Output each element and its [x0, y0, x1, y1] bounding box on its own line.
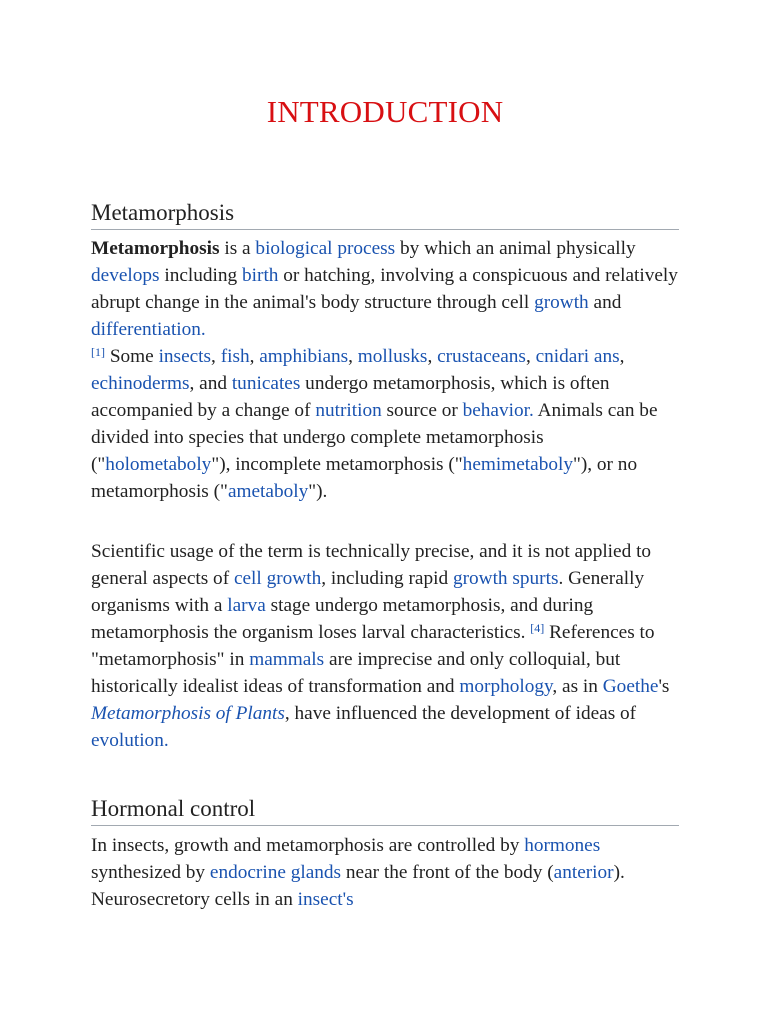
- text: ").: [308, 481, 328, 502]
- text: . Generally organisms with a: [91, 568, 645, 616]
- text: by which an animal physically: [395, 238, 636, 259]
- link-nutrition[interactable]: nutrition: [315, 400, 382, 421]
- citation-ref-4[interactable]: [4]: [530, 621, 545, 635]
- text: source or: [381, 400, 463, 421]
- link-biological-process[interactable]: biological process: [255, 238, 396, 259]
- link-behavior[interactable]: behavior.: [462, 400, 534, 421]
- text: ,: [619, 346, 625, 367]
- text: stage undergo metamorphosis, and during metamorphosis the organism loses larval characteristics.: [91, 595, 594, 643]
- link-evolution[interactable]: evolution.: [91, 730, 169, 751]
- link-cell-growth[interactable]: cell growth: [233, 568, 322, 589]
- text: is a: [219, 238, 256, 259]
- link-echinoderms[interactable]: echinoderms: [91, 373, 190, 394]
- link-insects[interactable]: insects: [158, 346, 212, 367]
- page-title: INTRODUCTION: [266, 94, 504, 129]
- text: , as in: [552, 676, 603, 697]
- link-larva[interactable]: larva: [227, 595, 266, 616]
- section-heading-hormonal-control: Hormonal control: [91, 795, 679, 826]
- link-holometaboly[interactable]: holometaboly: [105, 454, 212, 475]
- text: synthesized by: [91, 862, 210, 883]
- link-goethe[interactable]: Goethe: [602, 676, 659, 697]
- link-differentiation[interactable]: differentiation.: [91, 319, 206, 340]
- link-growth-spurts[interactable]: growth spurts: [452, 568, 559, 589]
- text: or hatching, involving a conspicuous and relatively abrupt change in the animal's body structure through cell: [91, 265, 678, 313]
- link-hemimetaboly[interactable]: hemimetaboly: [462, 454, 573, 475]
- paragraph-metamorphosis-definition: [91, 235, 679, 505]
- text: "), or no metamorphosis (": [91, 454, 638, 502]
- link-mammals[interactable]: mammals: [249, 649, 325, 670]
- text: In insects, growth and metamorphosis are controlled by: [91, 835, 525, 856]
- text: References to "metamorphosis" in: [91, 622, 655, 670]
- text: 's: [658, 676, 670, 697]
- link-develops[interactable]: develops: [91, 265, 160, 286]
- text: near the front of the body (: [341, 862, 554, 883]
- paragraph-hormonal-control: [91, 832, 679, 913]
- link-tunicates[interactable]: tunicates: [231, 373, 301, 394]
- link-ametaboly[interactable]: ametaboly: [227, 481, 309, 502]
- text: Animals can be divided into species that undergo complete metamorphosis (": [91, 400, 658, 475]
- text: , and: [189, 373, 232, 394]
- link-growth[interactable]: growth: [534, 292, 589, 313]
- text: and: [588, 292, 622, 313]
- link-metamorphosis-of-plants[interactable]: Metamorphosis of Plants: [91, 703, 285, 724]
- text: ,: [348, 346, 358, 367]
- link-fish[interactable]: fish: [220, 346, 250, 367]
- link-morphology[interactable]: morphology: [459, 676, 553, 697]
- text: ,: [249, 346, 260, 367]
- link-endocrine-glands[interactable]: endocrine glands: [209, 862, 342, 883]
- text: ,: [211, 346, 221, 367]
- text: Scientific usage of the term is technically precise, and it is not applied to general aspects of: [91, 541, 652, 589]
- text: are imprecise and only colloquial, but historically idealist ideas of transformation and: [91, 649, 621, 697]
- text: ,: [427, 346, 438, 367]
- text: , have influenced the development of ideas of: [284, 703, 637, 724]
- text: , including rapid: [321, 568, 453, 589]
- paragraph-scientific-usage: [91, 538, 679, 754]
- text: ,: [525, 346, 536, 367]
- link-hormones[interactable]: hormones: [524, 835, 601, 856]
- text: "), incomplete metamorphosis (": [211, 454, 463, 475]
- link-mollusks[interactable]: mollusks: [357, 346, 428, 367]
- link-crustaceans[interactable]: crustaceans: [437, 346, 526, 367]
- bold-term: Metamorphosis: [91, 238, 220, 259]
- link-anterior[interactable]: anterior: [553, 862, 614, 883]
- citation-ref-1[interactable]: [1]: [91, 345, 105, 359]
- text: undergo metamorphosis, which is often accompanied by a change of: [91, 373, 610, 421]
- link-cnidarians[interactable]: cnidari ans: [535, 346, 620, 367]
- link-insects-2[interactable]: insect's: [297, 889, 354, 910]
- text: Some: [105, 346, 159, 367]
- link-birth[interactable]: birth: [242, 265, 279, 286]
- text: including: [159, 265, 243, 286]
- link-amphibians[interactable]: amphibians: [259, 346, 349, 367]
- section-heading-metamorphosis: Metamorphosis: [91, 199, 679, 230]
- text: ). Neurosecretory cells in an: [91, 862, 625, 910]
